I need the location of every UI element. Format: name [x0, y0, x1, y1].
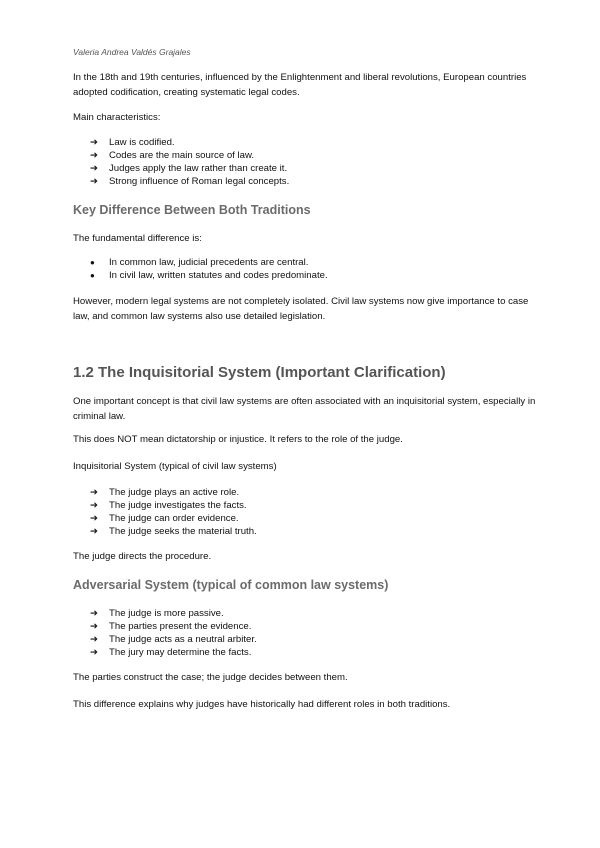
- list-item: ➔ Judges apply the law rather than create it.: [90, 163, 288, 174]
- arrow-icon: ➔: [90, 513, 99, 524]
- arrow-icon: ➔: [90, 487, 99, 498]
- inquisitorial-list: [90, 486, 257, 538]
- characteristics-list: [90, 136, 289, 188]
- bullet-icon: ●: [90, 258, 95, 267]
- author-header: Valeria Andrea Valdés Grajales: [73, 47, 191, 57]
- arrow-icon: ➔: [90, 621, 99, 632]
- key-difference-heading: Key Difference Between Both Traditions: [73, 203, 311, 217]
- key-difference-closing: However, modern legal systems are not completely isolated. Civil law systems now give importance to case law, and common law systems also use detailed legislation.: [73, 296, 529, 322]
- arrow-icon: ➔: [90, 163, 99, 174]
- key-difference-list: [90, 256, 328, 282]
- bullet-icon: ●: [90, 271, 95, 280]
- inquisitorial-closing: The judge directs the procedure.: [73, 551, 212, 562]
- list-item: ● In common law, judicial precedents are central.: [90, 257, 309, 268]
- list-item: ➔ Law is codified.: [90, 137, 175, 148]
- arrow-icon: ➔: [90, 137, 99, 148]
- list-item: ➔ The jury may determine the facts.: [90, 647, 252, 658]
- list-item: ➔ The judge investigates the facts.: [90, 500, 247, 511]
- arrow-icon: ➔: [90, 150, 99, 161]
- list-item: ➔ Strong influence of Roman legal concepts.: [90, 176, 290, 187]
- arrow-icon: ➔: [90, 608, 99, 619]
- arrow-icon: ➔: [90, 526, 99, 537]
- list-item: ➔ The judge seeks the material truth.: [90, 526, 257, 537]
- inquisitorial-heading: 1.2 The Inquisitorial System (Important Clarification): [73, 364, 446, 381]
- arrow-icon: ➔: [90, 647, 99, 658]
- list-item: ➔ The parties present the evidence.: [90, 621, 252, 632]
- arrow-icon: ➔: [90, 176, 99, 187]
- inquisitorial-paragraph-1: One important concept is that civil law systems are often associated with an inquisitorial system, especially in criminal law.: [73, 396, 536, 422]
- arrow-icon: ➔: [90, 634, 99, 645]
- list-item: ➔ The judge is more passive.: [90, 608, 224, 619]
- list-item: ➔ The judge can order evidence.: [90, 513, 239, 524]
- adversarial-list: [90, 607, 257, 659]
- adversarial-paragraph-2: This difference explains why judges have historically had different roles in both traditions.: [73, 699, 451, 710]
- list-item: ➔ The judge acts as a neutral arbiter.: [90, 634, 257, 645]
- inquisitorial-subheading: Inquisitorial System (typical of civil law systems): [73, 461, 277, 472]
- list-item: ➔ Codes are the main source of law.: [90, 150, 255, 161]
- list-item: ➔ The judge plays an active role.: [90, 487, 240, 498]
- arrow-icon: ➔: [90, 500, 99, 511]
- adversarial-paragraph-1: The parties construct the case; the judge decides between them.: [73, 672, 348, 683]
- main-characteristics-label: Main characteristics:: [73, 112, 161, 123]
- inquisitorial-paragraph-2: This does NOT mean dictatorship or injustice. It refers to the role of the judge.: [73, 434, 403, 445]
- intro-paragraph: In the 18th and 19th centuries, influenced by the Enlightenment and liberal revolutions, European countries adopted codification, creating systematic legal codes.: [73, 72, 527, 98]
- adversarial-heading: Adversarial System (typical of common law systems): [73, 578, 389, 592]
- list-item: ● In civil law, written statutes and codes predominate.: [90, 270, 328, 281]
- key-difference-lead: The fundamental difference is:: [73, 233, 202, 244]
